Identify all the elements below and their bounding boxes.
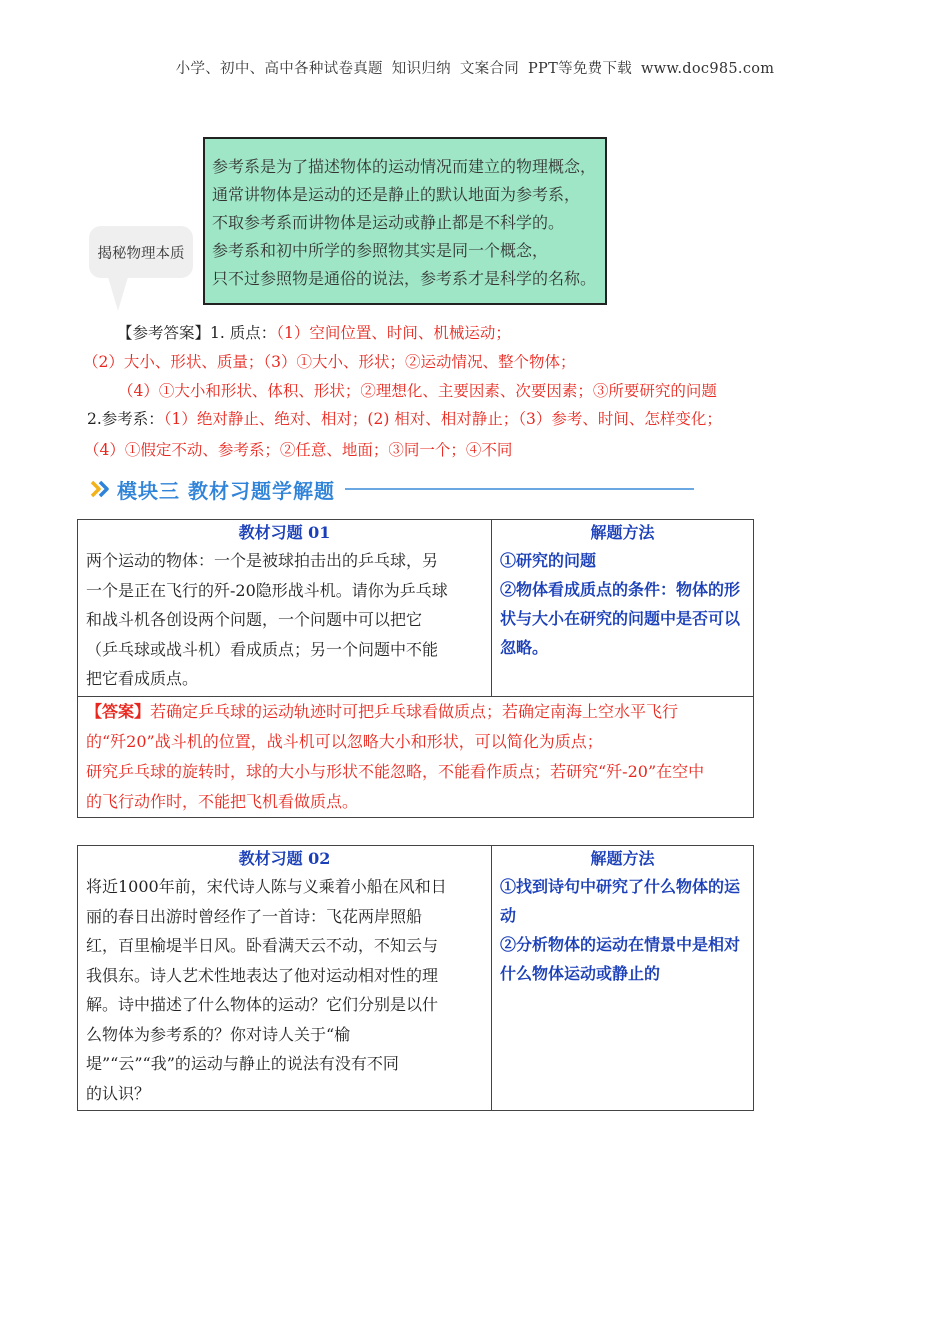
answer-line: 的飞行动作时，不能把飞机看做质点。 — [86, 791, 359, 811]
concept-line: 只不过参照物是通俗的说法，参考系才是科学的名称。 — [212, 269, 597, 288]
method-line: 动 — [500, 906, 517, 925]
exercise-title: 教材习题 01 — [238, 523, 331, 542]
concept-line: 不取参考系而讲物体是运动或静止都是不科学的。 — [212, 213, 565, 232]
question-line: 么物体为参考系的？你对诗人关于“榆 — [86, 1024, 351, 1044]
question-line: 一个是正在飞行的歼-20隐形战斗机。请你为乒乓球 — [86, 580, 448, 600]
method-text — [500, 872, 745, 988]
concept-line: 参考系是为了描述物体的运动情况而建立的物理概念， — [212, 157, 597, 176]
answer-red: （1）空间位置、时间、机械运动； — [276, 324, 511, 342]
section-title — [89, 475, 694, 503]
answer-tag: 【答案】 — [86, 701, 151, 721]
answer-line-2: （2）大小、形状、质量；（3）①大小、形状；②运动情况、整个物体； — [83, 353, 576, 371]
method-line: 状与大小在研究的问题中是否可以 — [500, 609, 741, 628]
answer-cell — [78, 696, 754, 817]
concept-bubble — [89, 226, 193, 278]
method-title: 解题方法 — [590, 849, 655, 868]
question-line: 和战斗机各创设两个问题，一个问题中可以把它 — [86, 610, 423, 629]
method-cell — [492, 520, 754, 697]
method-text — [500, 546, 745, 662]
question-line: 我俱东。诗人艺术性地表达了他对运动相对性的理 — [86, 965, 439, 985]
question-text — [86, 546, 483, 696]
question-line: 解。诗中描述了什么物体的运动？它们分别是以什 — [86, 995, 439, 1014]
method-cell — [492, 846, 754, 1111]
question-line: （乒乓球或战斗机）看成质点；另一个问题中不能 — [86, 639, 439, 659]
question-line: 红，百里榆堤半日风。卧看满天云不动，不知云与 — [86, 936, 439, 955]
question-line: 堤”“云”“我”的运动与静止的说法有没有不同 — [86, 1054, 399, 1073]
method-line: ①研究的问题 — [500, 551, 597, 570]
question-cell — [78, 846, 492, 1111]
method-line: ①找到诗句中研究了什么物体的运 — [500, 877, 741, 896]
question-line: 把它看成质点。 — [86, 669, 199, 688]
concept-line: 通常讲物体是运动的还是静止的默认地面为参考系， — [212, 185, 581, 204]
method-title: 解题方法 — [590, 523, 655, 542]
answer-red: （1）绝对静止、绝对、相对；(2) 相对、相对静止；（3）参考、时间、怎样变化； — [163, 410, 722, 428]
answer-prefix: 2.参考系： — [87, 410, 164, 428]
method-line: 忽略。 — [500, 638, 549, 657]
answer-text: 若确定乒乓球的运动轨迹时可把乒乓球看做质点；若确定南海上空水平飞行 — [150, 701, 679, 721]
question-line: 两个运动的物体：一个是被球拍击出的乒乓球，另 — [86, 551, 439, 570]
question-line: 将近1000年前，宋代诗人陈与义乘着小船在风和日 — [86, 877, 447, 896]
exercise-table-2 — [77, 845, 754, 1111]
section-divider — [345, 488, 694, 490]
method-line: ②分析物体的运动在情景中是相对 — [500, 935, 741, 954]
question-cell — [78, 520, 492, 697]
page-header: 小学、初中、高中各种试卷真题 知识归纳 文案合同 PPT等免费下载 www.doc985.com — [175, 61, 775, 77]
question-line: 的认识？ — [86, 1083, 151, 1103]
bubble-tail — [108, 277, 128, 311]
method-line: ②物体看成质点的条件：物体的形 — [500, 580, 741, 599]
exercise-table-1 — [77, 519, 754, 818]
answer-line-3: （4）①大小和形状、体积、形状；②理想化、主要因素、次要因素；③所要研究的问题 — [118, 382, 717, 400]
answer-line: 研究乒乓球的旋转时，球的大小与形状不能忽略，不能看作质点；若研究“歼-20”在空中 — [86, 761, 705, 781]
answer-line-1 — [117, 322, 511, 344]
question-text — [86, 872, 483, 1110]
answer-line — [86, 697, 745, 727]
concept-box — [203, 137, 607, 305]
question-line: 丽的春日出游时曾经作了一首诗：飞花两岸照船 — [86, 906, 423, 926]
answer-line-5: （4）①假定不动、参考系；②任意、地面；③同一个；④不同 — [84, 441, 513, 459]
concept-line: 参考系和初中所学的参照物其实是同一个概念， — [212, 241, 549, 260]
double-chevron-right-icon — [89, 478, 111, 500]
answer-line: 的“歼20”战斗机的位置，战斗机可以忽略大小和形状，可以简化为质点； — [86, 731, 603, 751]
answer-prefix: 【参考答案】1. 质点： — [117, 324, 277, 342]
method-line: 什么物体运动或静止的 — [500, 964, 661, 983]
bubble-label: 揭秘物理本质 — [97, 245, 185, 262]
section-heading: 模块三 教材习题学解题 — [117, 478, 335, 503]
exercise-title: 教材习题 02 — [238, 849, 331, 868]
answer-line-4 — [87, 408, 722, 430]
